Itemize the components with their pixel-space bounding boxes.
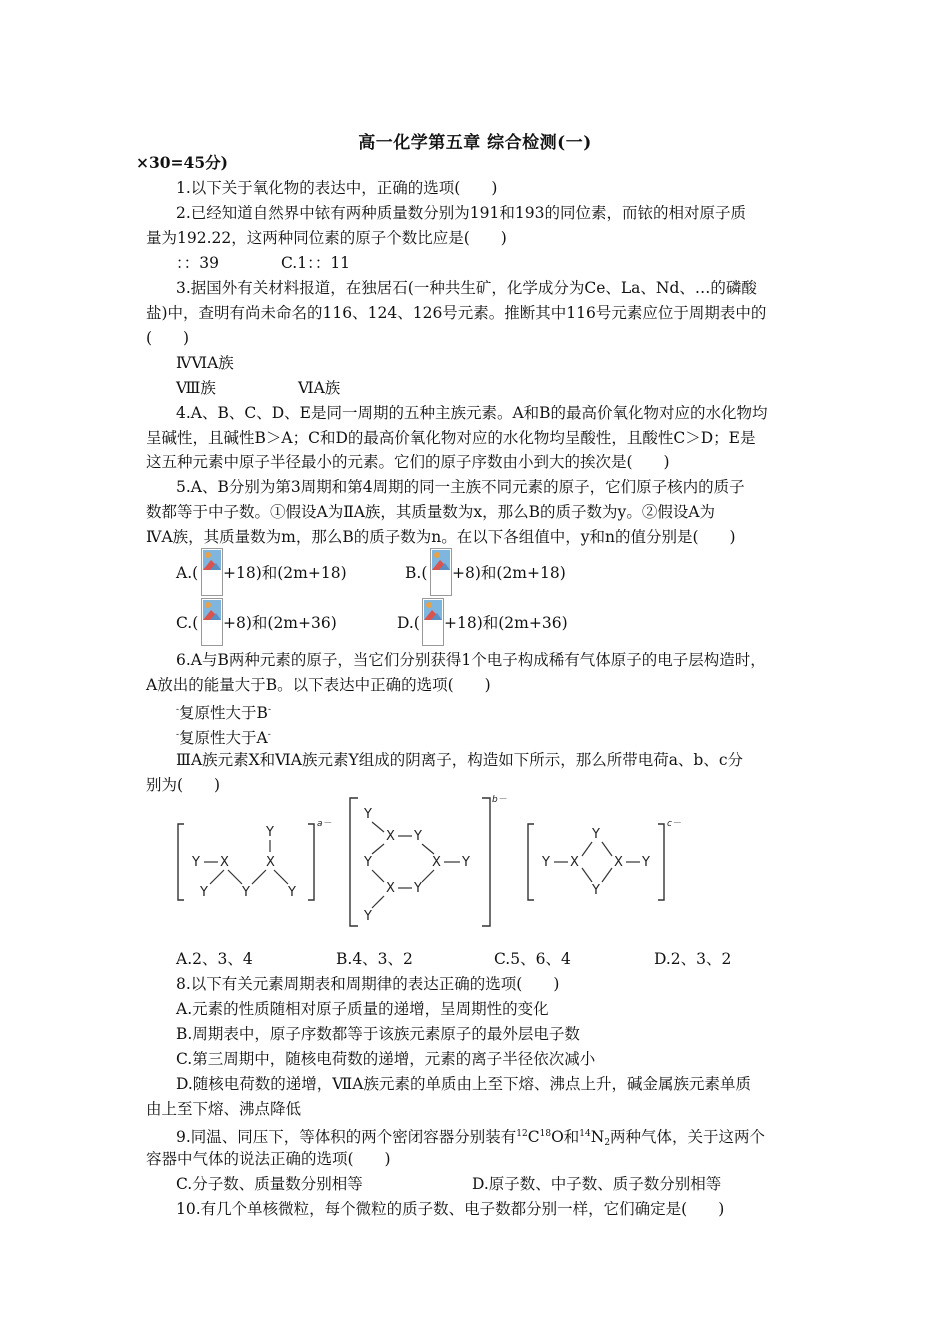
question-5-option-d-prefix: D.( <box>397 614 420 632</box>
atom-x: X <box>266 855 275 870</box>
anion-structure-diagram <box>170 792 700 934</box>
question-8: 8.以下有关元素周期表和周期律的表达正确的选项( ) <box>176 975 560 993</box>
question-7-option-a: A.2、3、4 <box>176 950 253 968</box>
question-9-line-1: 9.同温、同压下，等体积的两个密闭容器分别装有$^{12}C^{18}O$和$^{14}N_2$两种气体，关于这两个 <box>176 1128 766 1148</box>
atom-x: X <box>570 855 579 870</box>
question-5-option-d-suffix: +18)和(2m+36) <box>444 614 568 632</box>
atom-y: Y <box>364 807 372 822</box>
atom-y: Y <box>642 855 650 870</box>
atom-x: X <box>386 829 395 844</box>
question-1: 1.以下关于氧化物的表达中，正确的选项( ) <box>176 179 498 197</box>
atom-y: Y <box>364 855 372 870</box>
charge-b-label: b－ <box>492 795 507 805</box>
question-3-option-2b: ⅥA族 <box>298 379 341 397</box>
atom-x: X <box>614 855 623 870</box>
broken-image-icon <box>201 548 223 596</box>
question-6-option-1: -复原性大于B- <box>176 704 271 722</box>
atom-y: Y <box>242 885 250 900</box>
question-9-option-c: C.分子数、质量数分别相等 <box>176 1175 363 1193</box>
atom-y: Y <box>542 855 550 870</box>
broken-image-icon <box>430 548 452 596</box>
atom-y: Y <box>288 885 296 900</box>
atom-y: Y <box>364 909 372 924</box>
broken-image-icon <box>422 598 444 646</box>
question-5-option-c-prefix: C.( <box>176 614 199 632</box>
question-4-line-3: 这五种元素中原子半径最小的元素。它们的原子序数由小到大的挨次是( ) <box>146 453 670 471</box>
question-6-line-1: 6.A与B两种元素的原子，当它们分别获得1个电子构成稀有气体原子的电子层构造时， <box>176 651 766 669</box>
question-7-option-d: D.2、3、2 <box>654 950 732 968</box>
atom-y: Y <box>462 855 470 870</box>
section-header: ×30=45分) <box>136 153 228 172</box>
question-2-line-1: 2.已经知道自然界中铱有两种质量数分别为191和193的同位素，而铱的相对原子质 <box>176 204 746 222</box>
question-3-option-2a: Ⅷ族 <box>176 379 216 397</box>
atom-y: Y <box>414 881 422 896</box>
question-6-line-2: A放出的能量大于B。以下表达中正确的选项( ) <box>146 676 491 694</box>
atom-y: Y <box>200 885 208 900</box>
charge-c-label: c－ <box>667 819 681 829</box>
atom-y: Y <box>266 825 274 840</box>
question-3-option-1: ⅣⅥA族 <box>176 354 234 372</box>
atom-x: X <box>386 881 395 896</box>
question-7-line-1: ⅢA族元素X和ⅥA族元素Y组成的阴离子，构造如下所示，那么所带电荷a、b、c分 <box>176 751 744 769</box>
question-4-line-2: 呈碱性，且碱性B＞A；C和D的最高价氧化物对应的水化物均呈酸性，且酸性C＞D；E是 <box>146 429 756 447</box>
atom-y: Y <box>592 827 600 842</box>
question-7-line-2: 别为( ) <box>146 776 221 794</box>
question-6-option-2: -复原性大于A- <box>176 729 271 747</box>
question-5-line-2: 数都等于中子数。①假设A为ⅡA族，其质量数为x，那么B的质子数为y。②假设A为 <box>146 503 716 521</box>
question-8-option-a: A.元素的性质随相对原子质量的递增，呈周期性的变化 <box>176 1000 549 1018</box>
question-4-line-1: 4.A、B、C、D、E是同一周期的五种主族元素。A和B的最高价氧化物对应的水化物均 <box>176 404 768 422</box>
broken-image-icon <box>201 598 223 646</box>
question-5-option-a-prefix: A.( <box>176 564 199 582</box>
question-5-option-b-suffix: +8)和(2m+18) <box>452 564 566 582</box>
page-title: 高一化学第五章 综合检测(一) <box>358 133 592 153</box>
question-3-line-2: 盐)中，查明有尚未命名的116、124、126号元素。推断其中116号元素应位于周期表中的 <box>146 304 767 322</box>
question-8-option-b: B.周期表中，原子序数都等于该族元素原子的最外层电子数 <box>176 1025 580 1043</box>
atom-x: X <box>432 855 441 870</box>
question-5-option-b-prefix: B.( <box>405 564 428 582</box>
question-7-option-b: B.4、3、2 <box>336 950 413 968</box>
question-8-option-c: C.第三周期中，随核电荷数的递增，元素的离子半径依次减小 <box>176 1050 596 1068</box>
question-9-line-2: 容器中气体的说法正确的选项( ) <box>146 1150 391 1168</box>
charge-a-label: a－ <box>317 819 332 829</box>
atom-y: Y <box>592 883 600 898</box>
question-5-line-1: 5.A、B分别为第3周期和第4周期的同一主族不同元素的原子，它们原子核内的质子 <box>176 478 745 496</box>
question-3-line-3: ( ) <box>146 329 190 347</box>
question-8-option-d-line-1: D.随核电荷数的递增，ⅦA族元素的单质由上至下熔、沸点上升，碱金属族元素单质 <box>176 1075 752 1093</box>
question-5-option-c-suffix: +8)和(2m+36) <box>223 614 337 632</box>
question-10: 10.有几个单核微粒，每个微粒的质子数、电子数都分别一样，它们确定是( ) <box>176 1200 725 1218</box>
question-2-line-2: 量为192.22，这两种同位素的原子个数比应是( ) <box>146 229 507 247</box>
question-5-line-3: ⅣA族，其质量数为m，那么B的质子数为n。在以下各组值中，y和n的值分别是( ) <box>146 528 736 546</box>
atom-y: Y <box>192 855 200 870</box>
atom-y: Y <box>414 829 422 844</box>
question-7-option-c: C.5、6、4 <box>494 950 571 968</box>
question-8-option-d-line-2: 由上至下熔、沸点降低 <box>146 1100 302 1118</box>
question-9-option-d: D.原子数、中子数、质子数分别相等 <box>472 1175 722 1193</box>
question-3-line-1: 3.据国外有关材料报道，在独居石(一种共生矿，化学成分为Ce、La、Nd、…的磷酸 <box>176 279 757 297</box>
atom-x: X <box>220 855 229 870</box>
question-2-options: ：：39 C.1：：11 <box>176 254 351 272</box>
question-5-option-a-suffix: +18)和(2m+18) <box>223 564 347 582</box>
